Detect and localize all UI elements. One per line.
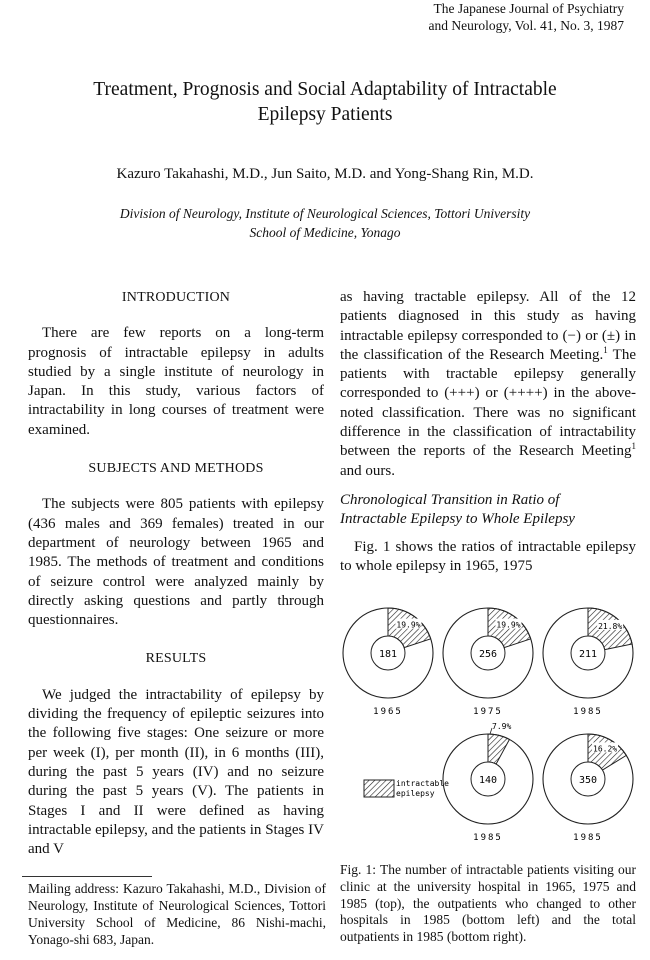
affiliation-line-2: School of Medicine, Yonago	[249, 225, 401, 240]
donut-year-label: 1975	[473, 707, 503, 717]
subheading-line-2: Intractable Epilepsy to Whole Epilepsy	[340, 511, 575, 528]
donut-percent-label: 16.2%	[593, 744, 618, 754]
figure-1-chart	[338, 596, 638, 861]
intro-text: There are few reports on a long-term prognosis of intractable epilepsy in adults studied by a single institute of neurology in Japan. In this study, various factors of intractability in long courses of treatment were examined.	[28, 325, 324, 438]
intro-heading: INTRODUCTION	[121, 290, 231, 305]
donut-total-label: 211	[578, 649, 598, 660]
donut-chart	[543, 734, 633, 843]
journal-line-1: The Japanese Journal of Psychiatry	[433, 1, 624, 16]
title-line-2: Epilepsy Patients	[257, 104, 393, 125]
subheading	[340, 491, 636, 530]
legend-swatch	[364, 780, 394, 797]
affiliation	[0, 204, 650, 242]
legend	[364, 779, 449, 798]
donut-total-label: 140	[478, 775, 498, 786]
donut-total-label: 256	[478, 649, 498, 660]
affiliation-line-1: Division of Neurology, Institute of Neurological Sciences, Tottori University	[119, 206, 531, 221]
footnote-ref: 1	[603, 344, 608, 355]
figure-1	[338, 596, 638, 861]
donut-chart	[543, 608, 633, 717]
donut-percent-label: 21.8%	[598, 621, 623, 631]
donut-year-label: 1985	[473, 833, 503, 843]
figure-caption: Fig. 1: The number of intractable patients visiting our clinic at the university hospital in 1965, 1975 and 1985 (top), the outpatients who changed to other hospitals in 1985 (bottom left) and the total outpatients in 1985 (bottom right).	[340, 862, 636, 945]
title-line-1: Treatment, Prognosis and Social Adaptability of Intractable	[93, 79, 557, 100]
right-text-1a: as having tractable epilepsy. All of the 12 patients diagnosed in this study as having intractable epilepsy corresponded to (−) or (±) in the classification of the Research Meeting.	[340, 289, 636, 363]
donut-chart	[443, 608, 533, 717]
subheading-line-1: Chronological Transition in Ratio of	[340, 491, 560, 508]
donut-total-label: 181	[378, 649, 398, 660]
authors: Kazuro Takahashi, M.D., Jun Saito, M.D. and Yong-Shang Rin, M.D.	[116, 166, 534, 182]
donut-total-label: 350	[578, 775, 598, 786]
donut-year-label: 1965	[373, 707, 403, 717]
legend-label-line-2: epilepsy	[396, 789, 435, 798]
right-text-1c: and ours.	[340, 462, 395, 479]
right-paragraph-1	[340, 288, 636, 481]
donut-percent-label: 7.9%	[492, 722, 512, 731]
donut-percent-label: 19.9%	[496, 620, 521, 630]
donut-chart	[443, 722, 533, 843]
donut-chart	[343, 608, 433, 717]
right-text-1b: The patients with tractable epilepsy generally corresponded to (+++) or (++++) in the above-noted classification. There was no significant difference in the classification of intractability between the reports of the Research Meeting	[340, 346, 636, 460]
donut-year-label: 1985	[573, 833, 603, 843]
donut-percent-label: 19.9%	[396, 620, 421, 630]
footnote-ref: 1	[631, 441, 636, 452]
donut-year-label: 1985	[573, 707, 603, 717]
left-column	[28, 288, 324, 859]
journal-line-2: and Neurology, Vol. 41, No. 3, 1987	[428, 18, 624, 33]
footnote: Mailing address: Kazuro Takahashi, M.D., Division of Neurology, Institute of Neurological Sciences, Tottori University School of Medicine, 86 Nishi-machi, Yonago-shi 683, Japan.	[28, 881, 326, 947]
right-text-2: Fig. 1 shows the ratios of intractable epilepsy to whole epilepsy in 1965, 1975	[340, 538, 636, 574]
methods-text: The subjects were 805 patients with epilepsy (436 males and 369 females) treated in our department of neurology between 1965 and 1985. The methods of treatment and conditions of seizure control were analyzed mainly by directly asking questions and partly through questionnaires.	[28, 496, 324, 629]
legend-label-line-1: intractable	[396, 779, 449, 788]
methods-heading: SUBJECTS AND METHODS	[88, 461, 264, 477]
journal-citation	[324, 0, 624, 34]
right-column	[340, 288, 636, 576]
results-heading: RESULTS	[145, 651, 207, 667]
paper-title	[0, 77, 650, 127]
results-text: We judged the intractability of epilepsy by dividing the frequency of epileptic seizures into the following five stages: One seizure or more per week (I), per month (II), in 6 months (III), during the past 5 years (IV) and no seizure during the past 5 years (V). The patients in Stages I and II were defined as having intractable epilepsy, and the patients in Stages IV and V	[28, 686, 324, 858]
footnote-divider	[22, 876, 152, 877]
